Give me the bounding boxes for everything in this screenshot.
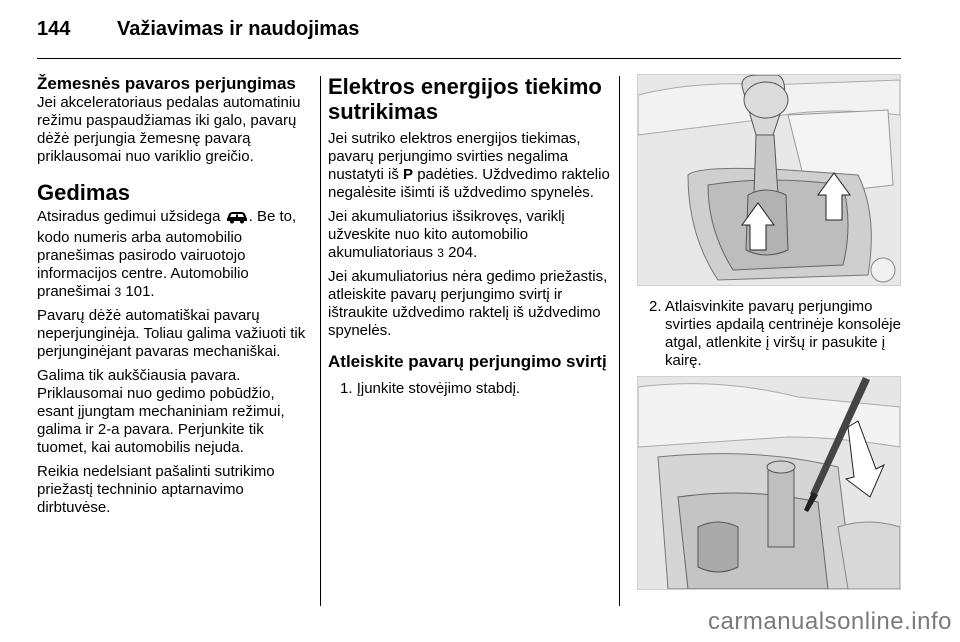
- fault-paragraph-3: Galima tik aukščiausia pavara. Priklausomai nuo gedimo pobūdžio, esant įjungtam mechaniniam režimui, galima ir 2-a pavara. Perjunkite tik tuomet, kai automobilis nejuda.: [37, 367, 285, 456]
- power-paragraph-1: Jei sutriko elektros energijos tiekimas, pavarų perjungimo svirties negalima nustatyti iš P padėties. Uždvedimo raktelio negalėsite išimti iš uždvedimo spynelės.: [328, 130, 610, 201]
- power-paragraph-2: Jei akumuliatorius išsikrovęs, variklį užveskite nuo kito automobilio akumuliatoriaus 3 204.: [328, 208, 565, 261]
- fault-paragraph-4: Reikia nedelsiant pašalinti sutrikimo priežastį techninio aptarnavimo dirbtuvėse.: [37, 463, 275, 516]
- watermark: carmanualsonline.info: [708, 608, 952, 635]
- gear-lever-illustration: [637, 74, 901, 286]
- column-1: [37, 74, 309, 523]
- page-number: 144: [37, 18, 71, 40]
- release-lever-heading: Atleiskite pavarų perjungimo svirtį: [328, 352, 607, 371]
- header-divider: [37, 58, 901, 59]
- page-reference[interactable]: 204.: [448, 244, 478, 261]
- kickdown-heading: Žemesnės pavaros perjungimas: [37, 74, 296, 93]
- step-1: 1. Įjunkite stovėjimo stabdį.: [340, 380, 521, 397]
- column-divider-1: [320, 76, 321, 606]
- column-2: [328, 74, 610, 404]
- fault-paragraph-1: Atsiradus gedimui užsidega . Be to, kodo numeris arba automobilio pranešimas pasirodo vairuotojo informacijos centre. Automobilio pranešimai 3 101.: [37, 208, 297, 300]
- column-divider-2: [619, 76, 620, 606]
- page-title: Važiavimas ir naudojimas: [117, 18, 360, 40]
- car-fault-icon: [225, 209, 249, 229]
- step-2: 2. Atlaisvinkite pavarų perjungimo svirties apdailą centrinėje konsolėje atgal, atlenkite į viršų ir pasukite į kairę.: [649, 298, 901, 369]
- power-paragraph-3: Jei akumuliatorius nėra gedimo priežastis, atleiskite pavarų perjungimo svirtį ir ištraukite uždvedimo raktelį iš uždvedimo spynelės.: [328, 268, 608, 339]
- power-failure-heading: Elektros energijos tiekimo sutrikimas: [328, 74, 602, 124]
- kickdown-text: Jei akceleratoriaus pedalas automatiniu režimu paspaudžiamas iki galo, pavarų dėžė perjungia žemesnę pavarą priklausomai nuo variklio greičio.: [37, 94, 301, 165]
- page-reference-icon: 3: [437, 246, 444, 260]
- fault-paragraph-2: Pavarų dėžė automatiškai pavarų neperjunginėja. Toliau galima važiuoti tik perjunginėjant pavaras mechaniškai.: [37, 307, 306, 360]
- fault-heading: Gedimas: [37, 180, 130, 205]
- page-reference-icon: 3: [114, 285, 122, 299]
- trim-removal-illustration: [637, 376, 901, 590]
- page-reference[interactable]: 101.: [125, 283, 155, 300]
- column-3: [637, 74, 905, 590]
- page-header: [37, 18, 923, 48]
